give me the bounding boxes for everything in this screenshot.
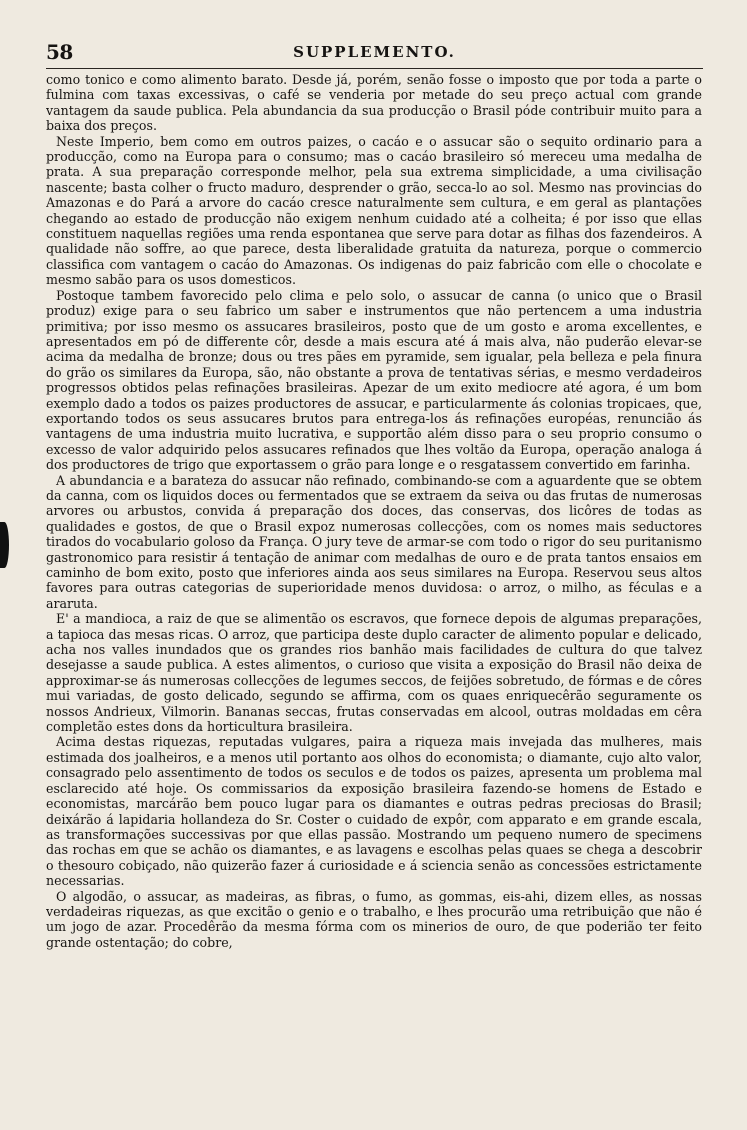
paragraph-coffee-continuation: como tonico e como alimento barato. Desde já, porém, senão fosse o imposto que por toda a parte o fulmina com taxas excessivas, o café se venderia por metade do seu preço actual com grande vantagem da saude publica. Pela abundancia da sua producção o Brasil póde contribuir muito para a baixa dos preços. <box>46 72 702 134</box>
body-text <box>46 72 702 1092</box>
paragraph-diamonds: Acima destas riquezas, reputadas vulgares, paira a riqueza mais invejada das mulheres, mais estimada dos joalheiros, e a menos util portanto aos olhos do economista; o diamante, cujo alto valor, consagrado pelo assentimento de todos os seculos e de todos os paizes, apresenta um problema mal esclarecido até hoje. Os commissarios da exposição brasileira fazendo-se homens de Estado e economistas, marcárão bem pouco lugar para os diamantes e outras pedras preciosas do Brasil; deixárão á lapidaria hollandeza do Sr. Coster o cuidado de expôr, com apparato e em grande escala, as transformações successivas por que ellas passão. Mostrando um pequeno numero de specimens das rochas em que se achão os diamantes, e as lavagens e escolhas pelas quaes se chega a descobrir o thesouro cobiçado, não quizerão fazer á curiosidade e á sciencia senão as concessões estrictamente necessarias. <box>46 734 702 889</box>
ink-blot <box>0 522 9 568</box>
page-number: 58 <box>46 40 73 64</box>
paragraph-sugar: Postoque tambem favorecido pelo clima e pelo solo, o assucar de canna (o unico que o Brasil produz) exige para o seu fabrico um saber e instrumentos que não pertencem a uma industria primitiva; por isso mesmo os assucares brasileiros, posto que de um gosto e aroma excellentes, e apresentados em pó de differente côr, desde a mais escura até á mais alva, não puderão elevar-se acima da medalha de bronze; dous ou tres pães em pyramide, sem igualar, pela belleza e pela finura do grão os similares da Europa, são, não obstante a prova de tentativas sérias, e mesmo verdadeiros progressos obtidos pelas refinações brasileiras. Apezar de um exito mediocre até agora, é um bom exemplo dado a todos os paizes productores de assucar, e particularmente ás colonias tropicaes, que, exportando todos os seus assucares brutos para entrega-los ás refinações européas, renuncião ás vantagens de uma industria muito lucrativa, e supportão além disso para o seu proprio consumo o excesso de valor adquirido pelos assucares refinados que lhes voltão da Europa, operação analoga á dos productores de trigo que exportassem o grão para longe e o resgatassem convertido em farinha. <box>46 287 702 473</box>
paragraph-manioc-rice: E' a mandioca, a raiz de que se alimentão os escravos, que fornece depois de algumas preparações, a tapioca das mesas ricas. O arroz, que participa deste duplo caracter de alimento popular e delicado, acha nos valles inundados que os grandes rios banhão mais facilidades de cultura do que talvez desejasse a saude publica. A estes alimentos, o curioso que visita a exposição do Brasil não deixa de approximar-se ás numerosas collecções de legumes seccos, de feijões sobretudo, de fórmas e de côres mui variadas, de gosto delicado, segundo se affirma, com os quaes enriquecêrão seguramente os nossos Andrieux, Vilmorin. Bananas seccas, frutas conservadas em alcool, outras moldadas em cêra completão estes dons da horticultura brasileira. <box>46 611 702 735</box>
paragraph-cacao: Neste Imperio, bem como em outros paizes, o cacáo e o assucar são o sequito ordinario para a producção, como na Europa para o consumo; mas o cacáo brasileiro só mereceu uma medalha de prata. A sua preparação corresponde melhor, pela sua extrema simplicidade, a uma civilisação nascente; basta colher o fructo maduro, desprender o grão, secca-lo ao sol. Mesmo nas provincias do Amazonas e do Pará a arvore do cacáo cresce naturalmente sem cultura, e em geral as plantações chegando ao estado de producção não exigem nenhum cuidado até a colheita; é por isso que ellas constituem naquellas regiões uma renda espontanea que serve para dotar as filhas dos fazendeiros. A qualidade não soffre, ao que parece, desta liberalidade gratuita da natureza, porque o commercio classifica com vantagem o cacáo do Amazonas. Os indigenas do paiz fabricão com elle o chocolate e mesmo sabão para os usos domesticos. <box>46 133 702 288</box>
paragraph-cotton: O algodão, o assucar, as madeiras, as fibras, o fumo, as gommas, eis-ahi, dizem elles, as nossas verdadeiras riquezas, as que excitão o genio e o trabalho, e lhes procurão uma retribuição que não é um jogo de azar. Procedêrão da mesma fórma com os minerios de ouro, de que poderião ter feito grande ostentação; do cobre, <box>46 888 702 950</box>
paragraph-sweets-liquors: A abundancia e a barateza do assucar não refinado, combinando-se com a aguardente que se obtem da canna, com os liquidos doces ou fermentados que se extraem da seiva ou das frutas de numerosas arvores ou arbustos, convida á preparação dos doces, das conservas, dos licôres de todas as qualidades e gostos, de que o Brasil expoz numerosas collecções, com os nomes mais seductores tirados do vocabulario goloso da França. O jury teve de armar-se com todo o rigor do seu puritanismo gastronomico para resistir á tentação de animar com medalhas de ouro e de prata tantos ensaios em caminho de bom exito, posto que inferiores ainda aos seus similares na Europa. Reservou seus altos favores para outras categorias de superioridade menos duvidosa: o arroz, o milho, as féculas e a araruta. <box>46 472 702 611</box>
page-header <box>46 40 703 69</box>
running-title: SUPPLEMENTO. <box>293 43 456 61</box>
